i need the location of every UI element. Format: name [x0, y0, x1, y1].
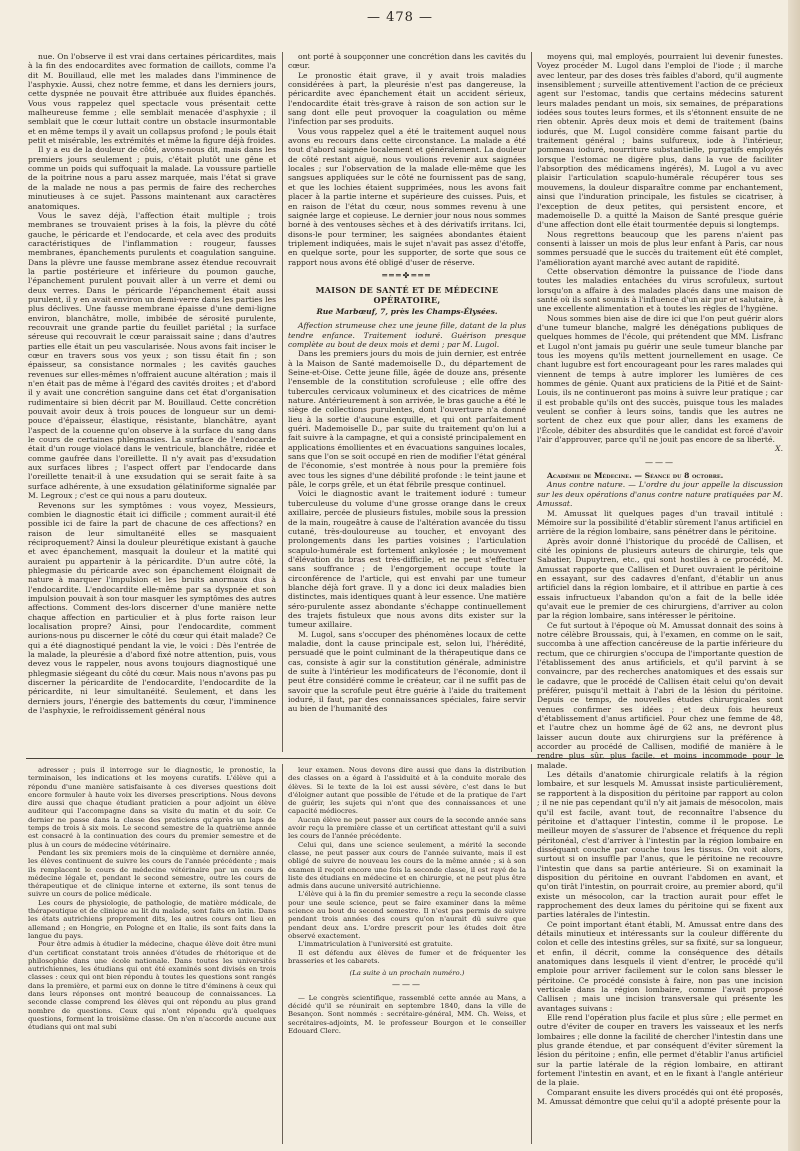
- feuilleton-rule: [26, 758, 784, 759]
- paragraph: Elle rend l'opération plus facile et plus sûre ; elle permet en outre d'éviter de couper en travers les vaisseaux et les nerfs lombaires ; elle donne la facilité de chercher l'intestin dans une plus grande étendue, et par conséquent d'éviter sûrement la lésion du péritoine ; enfin, elle permet d'établir l'anus artificiel sur la partie latérale de la région lombaire, en attirant fortement l'intestin en avant, et en le fixant à l'angle antérieur de la plaie.: [537, 1013, 783, 1088]
- paragraph: Comparant ensuite les divers procédés qui ont été proposés, M. Amussat démontre que celui qu'il a adopté présente pour la: [537, 1087, 783, 1107]
- page-number: — 478 —: [366, 10, 434, 25]
- upper-middle-column: [288, 52, 526, 754]
- paragraph: Il y a eu de la douleur de côté, avons-nous dit, mais dans les premiers jours seulement ; puis, c'était plutôt une gêne et comme un poids qui suffoquait la malade. La voussure partielle de la poitrine nous a paru assez marquée, mais l'état si grave de la malade ne nous a pas permis de faire des recherches minutieuses à ce sujet. Passons maintenant aux caractères anatomiques.: [28, 145, 276, 211]
- paragraph: leur examen. Nous devons dire aussi que dans la distribution des classes on a égard à l'assiduité et à la conduite morale des élèves. Si le texte de la loi est aussi sévère, c'est dans le but d'éloigner autant que possible de l'étude et de la pratique de l'art de guérir, les sujets qui n'ont que des connaissances et une capacité médiocres.: [288, 766, 526, 816]
- lower-left-column: [28, 766, 276, 1144]
- paragraph: L'élève qui à la fin du premier semestre a reçu la seconde classe pour une seule science, peut se faire examiner dans la même science au bout du second semestre. Il n'est pas permis de suivre pendant trois années des cours qu'on n'aurait dû suivre que pendant deux ans. L'ordre prescrit pour les études doit être observé exactement.: [288, 890, 526, 940]
- paragraph: Nous regrettons beaucoup que les parens n'aient pas consenti à laisser un mois de plus leur enfant à Paris, car nous sommes persuadé que le succès du traitement eût été complet, l'amélioration ayant marché avec autant de rapidité.: [537, 229, 783, 267]
- column-divider-3: [282, 764, 283, 1144]
- paragraph: Les cours de physiologie, de pathologie, de matière médicale, de thérapeutique et de clinique au lit du malade, sont faits en latin. Dans les états autrichiens proprement dits, les autres cours ont lieu en allemand ; en Hongrie, en Pologne et en Italie, ils sont faits dans la langue du pays.: [28, 898, 276, 940]
- paragraph: M. Lugol, sans s'occuper des phénomènes locaux de cette maladie, dont la cause principale est, selon lui, l'hérédité, persuadé que le point culminant de la thérapeutique dans ce cas, consiste à agir sur la constitution générale, administre de suite à l'intérieur les modificateurs de l'économie, dont il peut être considéré comme le créateur, car il ne suffit pas de savoir que la scrofule peut être guérie à l'aide du traitement ioduré, il faut, par des connaissances spéciales, faire servir au bien de l'humanité des: [288, 629, 526, 714]
- paragraph: Il est défendu aux élèves de fumer et de fréquenter les brasseries et les cabarets.: [288, 948, 526, 965]
- paragraph: nue. On l'observe il est vrai dans certaines péricardites, mais à la fin des endocardites avec formation de caillots, comme l'a dit M. Bouillaud, elle met les malades dans l'imminence de l'asphyxie. Aussi, chez notre femme, et dans les derniers jours, cette dyspnée ne pouvait être attribuée aux fluides épanchés. Vous vous rappelez quel spectacle vous présentait cette malheureuse femme ; elle semblait menacée d'asphyxie ; il semblait que le cœur luttait contre un obstacle insurmontable et en même temps il y avait un collapsus profond ; le pouls était petit et misérable, les extrémités et même la figure déjà froides.: [28, 52, 276, 146]
- paragraph: moyens qui, mal employés, pourraient lui devenir funestes. Voyez procéder M. Lugol dans l'emploi de l'iode ; il marche avec lenteur, par des doses très faibles d'abord, qu'il augmente insensiblement ; surveille attentivement l'action de ce précieux agent sur l'estomac, tandis que certains médecins saturent leurs malades pendant un mois, six semaines, de préparations iodées sous toutes leurs formes, et ils s'étonnent ensuite de ne rien obtenir. Après deux mois et demi de traitement (bains iodurés, que M. Lugol considère comme faisant partie du traitement général ; bains sulfureux, iode à l'intérieur, pommeau ioduré, nourriture substantielle, purgatifs employés lorsque l'estomac ne digère plus, dans la vue de faciliter l'absorption des médicamens ingérés), M. Lugol a vu avec plaisir l'articulation scapulo-humérale récupérer tous ses mouvemens, la douleur disparaître comme par enchantement, ainsi que l'induration principale, les fistules se cicatriser, à l'exception de deux petites, qui persistent encore, et mademoiselle D. a quitté la Maison de Santé presque guérie d'une affection dont elle était tourmentée depuis si longtemps.: [537, 52, 783, 230]
- paragraph: Ce fut surtout à l'époque où M. Amussat donnait des soins à notre célèbre Broussais, qui, à l'examen, en comme on le sait, succomba à une affection cancéreuse de la partie inférieure du rectum, que ce chirurgien s'occupa de l'importante question de l'établissement des anus artificiels, et qu'il parvint à se convaincre, par des recherches anatomiques et des essais sur le cadavre, que le procédé de Callisen était celui qu'on devait préférer, puisqu'il mettait à l'abri de la lésion du péritoine. Depuis ce temps, de nouvelles études chirurgicales sont venues confirmer ses idées ; et deux fois heureux d'établissement d'anus artificiel. Pour chez une femme de 48, et l'autre chez un homme âgé de 62 ans, ne devront plus laisser aucun doute aux chirurgiens sur la préférence à accorder au procédé de Callisen, modifié de manière à le rendre plus sûr, plus facile, et moins incommode pour le malade.: [537, 620, 783, 770]
- paragraph: ont porté à soupçonner une concrétion dans les cavités du cœur.: [288, 52, 526, 71]
- paragraph: Le pronostic était grave, il y avait trois maladies considérées à part, la pleurésie n'est pas dangereuse, la péricardite avec épanchement était un accident sérieux, l'endocardite était très-grave à raison de son action sur le sang dont elle peut provoquer la coagulation ou même l'infection par ses produits.: [288, 70, 526, 127]
- column-divider-4: [531, 764, 532, 1144]
- upper-left-column: [28, 52, 276, 754]
- paragraph: Celui qui, dans une science seulement, a mérité la seconde classe, ne peut passer aux cours de l'année suivante, mais il est obligé de suivre de nouveau les cours de la même année ; si à son examen il reçoit encore une fois la seconde classe, il est rayé de la liste des étudians en médecine et en chirurgie, et ne peut plus être admis dans aucune université autrichienne.: [288, 840, 526, 891]
- paragraph: Les détails d'anatomie chirurgicale relatifs à la région lombaire, et sur lesquels M. Amussat insiste particulièrement, se rapportent à la disposition du péritoine par rapport au colon ; il ne nie pas cependant qu'il n'y ait jamais de mésocolon, mais qu'il est facile, avant tout, de reconnaître l'absence du péritoine et d'attaquer l'intestin, comme il le propose. Le meilleur moyen de s'assurer de l'absence et fréquence du repli péritonéal, c'est d'arriver à l'intestin par la région lombaire en disséquant couche par couche tous les tissus. On voit alors, surtout si on insuffle par l'anus, que le péritoine ne recouvre l'intestin que dans sa partie antérieure. Si on examinait la disposition du péritoine en ouvrant l'abdomen en avant, et qu'on tirât l'intestin, on pourrait croire, au premier abord, qu'il existe un mésocolon, car la traction aurait pour effet le rapprochement des deux lames du péritoine qui se fixent aux parties latérales de l'intestin.: [537, 770, 783, 920]
- binding-edge: [788, 0, 800, 1151]
- case-intro: Affection strumeuse chez une jeune fille, datant de la plus tendre enfance. Traitement ioduré. Guérison presque complète au bout de deux mois et demi ; par M. Lugol.: [288, 321, 526, 349]
- paragraph: M. Amussat lit quelques pages d'un travail intitulé : Mémoire sur la possibilité d'établir sûrement l'anus artificiel en arrière de la région lombaire, sans pénétrer dans le péritoine.: [537, 508, 783, 537]
- news-divider: ———: [392, 980, 422, 990]
- paragraph: Dans les premiers jours du mois de juin dernier, est entrée à la Maison de Santé mademoiselle D., du département de Seine-et-Oise. Cette jeune fille, âgée de douze ans, présente l'ensemble de la constitution scrofuleuse ; elle offre des tubercules cervicaux volumineux et des cicatrices de même nature. Antérieurement à son arrivée, le bras gauche a été le siège de collections purulentes, dont l'ouverture n'a donné lieu à la sortie d'aucune esquille, et qui ont parfaitement guéri. Mademoiselle D., par suite du traitement qu'on lui a fait suivre à la campagne, et qui a consisté principalement en applications émollientes et en évacuations sanguines locales, sans que l'on se soit occupé en rien de modifier l'état général de l'économie, s'est montrée à nous pour la première fois avec tous les signes d'une débilité profonde : le teint jaune et pâle, le corps grêle, et un état fébrile presque continuel.: [288, 349, 526, 490]
- column-divider-1: [282, 52, 283, 752]
- lower-middle-column: [288, 766, 526, 1144]
- signature: X.: [775, 444, 783, 454]
- paragraph: Aucun élève ne peut passer aux cours de la seconde année sans avoir reçu la première classe et un certificat attestant qu'il a suivi les cours de l'année précédente.: [288, 815, 526, 841]
- section-ornament: ═══✤═══: [382, 270, 432, 280]
- paragraph: Revenons sur les symptômes : vous voyez, Messieurs, combien le diagnostic était ici difficile ; comment aurait-il été possible ici de faire la part de chacune de ces affections? en raison de leur simultanéité elles se masquaient réciproquement? Ainsi la douleur pleurétique existant à gauche et avec épanchement, masquait la douleur et la matité qui auraient pu appartenir à la péricardite. D'un autre côté, la phlegmasie du péricarde avec son épanchement éloignait de nature à marquer l'impulsion et les bruits anormaux dus à l'endocardite. L'endocardite elle-même par sa dyspnée et son impulsion pouvait à son tour masquer les symptômes des autres affections. Comment des-lors discerner d'une manière nette chaque affection en particulier et à plus forte raison leur localisation propre? Ainsi, pour l'endocardite, comment aurions-nous pu discerner le côté du cœur qui était malade? Ce qui a été diagnostiqué pendant la vie, le voici : Dès l'entrée de la malade, la pleurésie a d'abord fixé notre attention, puis, vous devez vous le rappeler, nous avons toujours diagnostiqué une phlegmasie siégeant du côté du cœur. Mais nous n'avons pas pu discerner la péricardite de l'endocardite, l'endocardite de la péricardite, ni leur simultanéité. Seulement, et dans les derniers jours, l'énergie des battements du cœur, l'imminence de l'asphyxie, le refroidissement général nous: [28, 500, 276, 716]
- paragraph: Après avoir donné l'historique du procédé de Callisen, et cité les opinions de plusieurs auteurs de chirurgie, tels que Sabatier, Dupuytren, etc., qui sont hostiles à ce procédé, M. Amussat rapporte que Callisen et Duret ouvraient le péritoine en essayant, sur des cadavres d'enfant, d'établir un anus artificiel dans la région lombaire, et il attribue en partie à ces essais infructueux l'abandon qu'on a fait de la belle idée qu'avait eue le premier de ces chirurgiens, d'arriver au colon par la région lombaire, sans intéresser le péritoine.: [537, 536, 783, 621]
- academy-heading: Académie de Médecine. — Séance du 8 octobre.: [547, 471, 724, 481]
- section-divider: ———: [645, 457, 675, 467]
- paragraph: Ce point important étant établi, M. Amussat entre dans des détails minutieux et intéressants sur la couleur différente du colon et celle des intestins grêles, sur sa fixité, sur sa longueur, et enfin, il décrit, comme la conséquence des détails anatomiques dans lesquels il vient d'entrer, le procédé qu'il emploie pour arriver facilement sur le colon sans blesser le péritoine. Ce procédé consiste à faire, non pas une incision verticale dans la région lombaire, comme l'avait proposé Callisen ; mais une incision transversale qui présente les avantages suivans :: [537, 919, 783, 1013]
- section-title: MAISON DE SANTÉ ET DE MÉDECINE OPÉRATOIRE,: [315, 285, 499, 305]
- paragraph: Pour être admis à étudier la médecine, chaque élève doit être muni d'un certificat constatant trois années d'études de rhétorique et de philosophie dans une école nationale. Dans toutes les universités autrichiennes, les étudians qui ont été examinés sont divisés en trois classes : ceux qui ont bien répondu à toutes les questions sont rangés dans la première, et parmi eux on donne le titre d'éminens à ceux qui dans leurs réponses ont montré beaucoup de connaissances. La seconde classe comprend les élèves qui ont répondu au plus grand nombre de questions. Ceux qui n'ont répondu qu'à quelques questions, forment la troisième classe. On n'en n'accorde aucune aux étudians qui ont mal subi: [28, 940, 276, 1032]
- section-address: Rue Marbœuf, 7, près les Champs-Élysées.: [316, 306, 498, 316]
- paragraph: L'immatriculation à l'université est gratuite.: [298, 940, 453, 949]
- paragraph: Vous le savez déjà, l'affection était multiple ; trois membranes se trouvaient prises à la fois, la plèvre du côté gauche, le péricarde et l'endocarde, et cela avec des produits caractéristiques de l'inflammation : rougeur, fausses membranes, épanchements purulents et coagulation sanguine. Dans la plèvre une fausse membrane assez étendue recouvrait la partie postérieure et inférieure du poumon gauche, l'épanchement purulent pouvait aller à un verre et demi ou deux verres. Dans le péricarde l'épanchement était aussi purulent, il y en avait environ un demi-verre dans les parties les plus déclives. Une fausse membrane épaisse d'une demi-ligne environ, blanchâtre, molle, imbibée de sérosité purulente, recouvrait une grande partie du feuillet pariétal ; la surface séreuse qui recouvrait le cœur paraissait saine ; dans d'autres parties elle était un peu vascularisée. Nous avons fait inciser le cœur en travers sous vos yeux ; son tissu était fin ; son épaisseur, sa consistance normales ; les cavités gauches revenues sur elles-mêmes n'offraient aucune altération ; mais il n'en était pas de même à l'égard des cavités droites ; et d'abord il y avait une concrétion sanguine dans cet état d'organisation rudimentaire si bien décrit par M. Bouillaud. Cette concrétion pouvait avoir deux à trois pouces de longueur sur un demi-pouce d'épaisseur, élastique, résistante, blanchâtre, ayant l'aspect de la couenne qu'on observe à la surface du sang dans le cours de certaines phlegmasies. La surface de l'endocarde était d'un rouge violacé dans le ventricule, blanchâtre, ridée et comme gaufrée dans l'oreillette. Il n'y avait pas d'exsudation aux surfaces libres ; l'aspect offert par l'endocarde dans l'oreillette tenait-il à une exsudation qui se serait faite à sa surface adhérente, à une exsudation gélatiniforme signalée par M. Legroux ; c'est ce qui nous a paru douteux.: [28, 210, 276, 501]
- paragraph: Pendant les six premiers mois de la cinquième et dernière année, les élèves continuent de suivre les cours de l'année précédente ; mais ils remplacent le cours de médecine vétérinaire par un cours de médecine légale et, pendant le second semestre, outre les cours de thérapeutique et de clinique interne et externe, ils sont tenus de suivre un cours de police médicale.: [28, 848, 276, 899]
- news-paragraph: — Le congrès scientifique, rassemblé cette année au Mans, a décidé qu'il se réunirait en septembre 1840, dans la ville de Besançon. Sont nommés : secrétaire-général, MM. Ch. Weiss, et secrétaires-adjoints, M. le professeur Bourgon et le conseiller Edouard Clerc.: [288, 993, 526, 1035]
- paragraph: Vous vous rappelez quel a été le traitement auquel nous avons eu recours dans cette circonstance. La malade a été tout d'abord saignée localement et généralement. La douleur de côté restant aiguë, nous voulions revenir aux saignées locales ; sur l'observation de la malade elle-même que les sangsues appliquées sur le côté ne fournissent pas de sang, et que les lochies étaient supprimées, nous les avons fait placer à la partie interne et supérieure des cuisses. Puis, et en raison de l'état du cœur, nous sommes revenu à une saignée large et copieuse. Le dernier jour nous nous sommes borné à des ventouses sèches et à des dérivatifs irritans. Ici, disons-le pour terminer, les saignées abondantes étaient triplement indiquées, mais le sujet n'avait pas assez d'étoffe, en quelque sorte, pour les supporter, de sorte que sous ce rapport nous avons été obligé d'user de réserve.: [288, 126, 526, 267]
- paragraph: Voici le diagnostic avant le traitement ioduré : tumeur tuberculeuse du volume d'une grosse orange dans le creux axillaire, percée de plusieurs fistules, mobile sous la pression de la main, rougeâtre à cause de l'altération avancée du tissu cutané, très-douloureuse au toucher, et envoyant des prolongements dans les parties voisines ; l'articulation scapulo-humérale est fortement ankylosée ; le mouvement d'élévation du bras est très-difficile, et ne peut s'effectuer sans souffrance ; de l'engorgement occupe toute la circonférence de l'article, qui est envahi par une tumeur blanche déjà fort grave. Il y a donc ici deux maladies bien distinctes, mais identiques quant à leur essence. Une matière séro-purulente assez abondante s'échappe continuellement des trajets fistuleux que nous avons dits exister sur la tumeur axillaire.: [288, 489, 526, 630]
- upper-right-column: [537, 52, 783, 1107]
- column-divider-2: [531, 52, 532, 752]
- paragraph: adresser ; puis il interroge sur le diagnostic, le pronostic, la terminaison, les indications et les moyens curatifs. L'élève qui a répondu d'une manière satisfaisante à ces diverses questions doit encore formuler à haute voix les diverses prescriptions. Nous devons dire aussi que chaque étudiant praticien a pour adjoint un élève auditeur qui l'accompagne dans sa visite du matin et du soir. Ce dernier ne passe dans la classe des praticiens qu'après un laps de temps de trois à six mois. Le second semestre de la quatrième année est consacré à la continuation des cours du premier semestre et de plus à un cours de médecine vétérinaire.: [28, 766, 276, 849]
- academy-intro: Anus contre nature. — L'ordre du jour appelle la discussion sur les deux opérations d'anus contre nature pratiquées par M. Amussat.: [537, 480, 783, 509]
- paragraph: Nous sommes bien aise de dire ici que l'on peut guérir alors d'une tumeur blanche, malgré les dénégations publiques de quelques hommes de l'école, qui prétendent que MM. Lisfranc et Lugol n'ont jamais pu guérir une seule tumeur blanche par tous les moyens qu'ils mettent journellement en usage. Ce chant lugubre est fort encourageant pour les rares malades qui viennent de temps à autre implorer les lumières de ces hommes de génie. Quant aux praticiens de la Pitié et de Saint-Louis, ils ne continueront pas moins à suivre leur pratique ; car il est probable qu'ils ont des succès, puisque tous les malades veulent se confier à leurs soins, tandis que les autres ne sortent de chez eux que pour aller, dans les examens de l'École, débiter des absurdités que le candidat est forcé d'avoir l'air d'approuver, parce qu'il ne jouit pas encore de sa liberté.: [537, 313, 783, 445]
- paragraph: Cette observation démontre la puissance de l'iode dans toutes les maladies entachées du virus scrofuleux, surtout lorsqu'on a affaire à des malades placés dans une maison de santé où ils sont soumis à l'influence d'un air pur et salutaire, à une excellente alimentation et à toutes les règles de l'hygiène.: [537, 266, 783, 314]
- continued-note: (La suite à un prochain numéro.): [349, 969, 465, 978]
